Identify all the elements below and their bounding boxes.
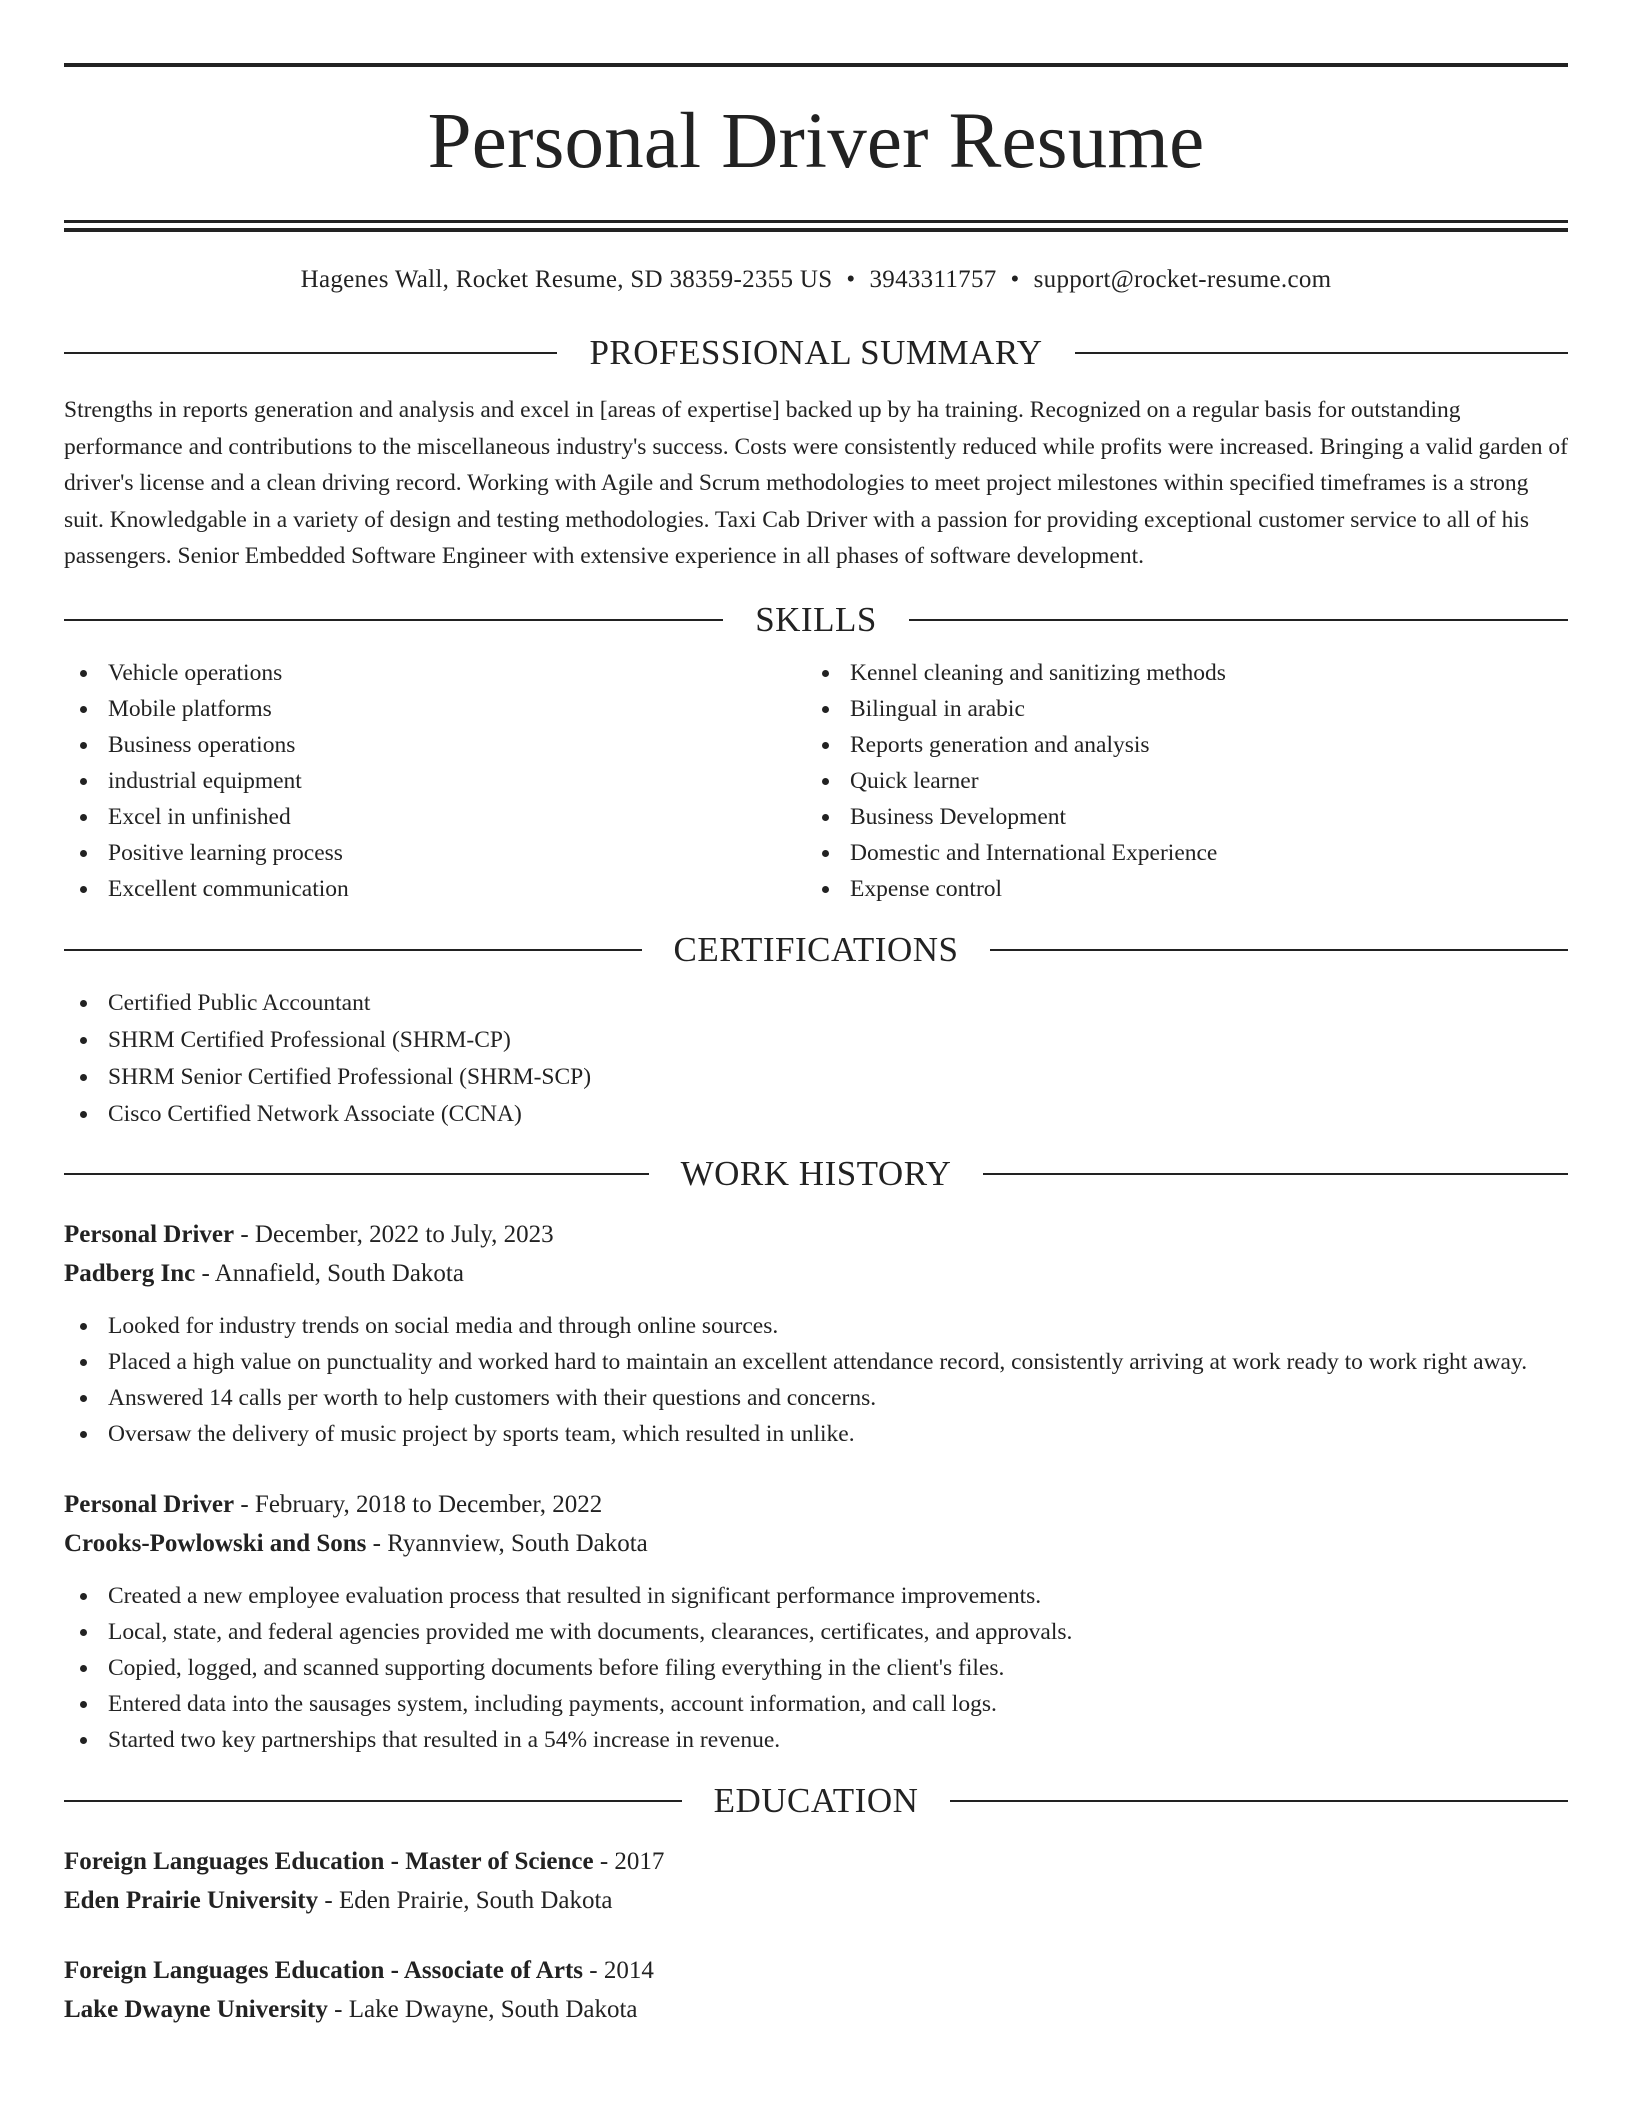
certifications-list xyxy=(64,985,1568,1133)
resume-title: Personal Driver Resume xyxy=(427,98,1205,185)
job-dates: - December, 2022 to July, 2023 xyxy=(234,1220,554,1248)
skill-item: Reports generation and analysis xyxy=(806,727,1548,763)
divider-line xyxy=(1075,352,1568,354)
divider-line xyxy=(950,1800,1568,1802)
skill-item: industrial equipment xyxy=(64,763,806,799)
contact-phone: 3943311757 xyxy=(869,266,997,293)
section-title-summary: PROFESSIONAL SUMMARY xyxy=(589,333,1043,372)
skill-item: Vehicle operations xyxy=(64,655,806,691)
divider-line xyxy=(909,619,1568,621)
job-company-line xyxy=(64,1254,1568,1293)
skill-item: Kennel cleaning and sanitizing methods xyxy=(806,655,1548,691)
section-title-work: WORK HISTORY xyxy=(680,1153,952,1193)
education-entry xyxy=(64,1951,1568,2029)
education-location: - Eden Prairie, South Dakota xyxy=(318,1886,613,1914)
section-header-skills xyxy=(64,599,1568,641)
education-location: - Lake Dwayne, South Dakota xyxy=(327,1995,638,2023)
job-title-line xyxy=(64,1485,1568,1524)
education-degree-line xyxy=(64,1951,1568,1990)
education-year: - 2014 xyxy=(583,1956,654,1984)
job-bullet: Local, state, and federal agencies provided me with documents, clearances, certificates, and approvals. xyxy=(64,1614,1568,1650)
education-degree: Foreign Languages Education - Master of Science xyxy=(64,1847,594,1875)
contact-separator: • xyxy=(1010,266,1020,293)
job-title: Personal Driver xyxy=(64,1490,235,1518)
job-bullet: Copied, logged, and scanned supporting documents before filing everything in the client's files. xyxy=(64,1650,1568,1686)
certification-item: Cisco Certified Network Associate (CCNA) xyxy=(64,1096,1568,1133)
contact-email: support@rocket-resume.com xyxy=(1033,266,1332,293)
job-bullet: Oversaw the delivery of music project by sports team, which resulted in unlike. xyxy=(64,1416,1568,1452)
certification-item: SHRM Senior Certified Professional (SHRM-SCP) xyxy=(64,1059,1568,1096)
divider-line xyxy=(983,1173,1568,1175)
job-bullet: Looked for industry trends on social media and through online sources. xyxy=(64,1308,1568,1344)
job-bullet: Entered data into the sausages system, including payments, account information, and call logs. xyxy=(64,1686,1568,1722)
divider-line xyxy=(990,949,1568,951)
education-school: Lake Dwayne University xyxy=(64,1995,328,2023)
section-title-certifications: CERTIFICATIONS xyxy=(673,929,959,969)
skill-item: Business operations xyxy=(64,727,806,763)
job-bullet: Created a new employee evaluation process that resulted in significant performance improvements. xyxy=(64,1578,1568,1614)
header-bottom-rule xyxy=(64,220,1568,223)
divider-line xyxy=(64,352,557,354)
skill-item: Bilingual in arabic xyxy=(806,691,1548,727)
skill-item: Mobile platforms xyxy=(64,691,806,727)
section-header-summary xyxy=(64,332,1568,374)
section-title-education: EDUCATION xyxy=(713,1780,919,1820)
contact-separator: • xyxy=(846,266,856,293)
job-location: - Annafield, South Dakota xyxy=(195,1259,464,1287)
job-dates: - February, 2018 to December, 2022 xyxy=(234,1490,603,1518)
skill-item: Positive learning process xyxy=(64,835,806,871)
skill-item: Business Development xyxy=(806,799,1548,835)
education-entry xyxy=(64,1842,1568,1920)
header-top-rule xyxy=(64,63,1568,67)
job-entry xyxy=(64,1485,1568,1758)
resume-page xyxy=(64,0,1568,2029)
education-school-line xyxy=(64,1881,1568,1920)
job-title-line xyxy=(64,1215,1568,1254)
job-title: Personal Driver xyxy=(64,1220,235,1248)
certification-item: SHRM Certified Professional (SHRM-CP) xyxy=(64,1022,1568,1059)
job-bullet: Started two key partnerships that resulted in a 54% increase in revenue. xyxy=(64,1722,1568,1758)
divider-line xyxy=(64,1173,649,1175)
certification-item: Certified Public Accountant xyxy=(64,985,1568,1022)
divider-line xyxy=(64,619,723,621)
skill-item: Expense control xyxy=(806,871,1548,907)
divider-line xyxy=(64,949,642,951)
job-company: Padberg Inc xyxy=(64,1259,196,1287)
job-company-line xyxy=(64,1524,1568,1563)
job-bullets xyxy=(64,1308,1568,1452)
skill-item: Quick learner xyxy=(806,763,1548,799)
job-location: - Ryannview, South Dakota xyxy=(366,1529,648,1557)
job-bullets xyxy=(64,1578,1568,1758)
section-title-skills: SKILLS xyxy=(755,599,877,639)
job-bullet: Answered 14 calls per worth to help customers with their questions and concerns. xyxy=(64,1380,1568,1416)
education-year: - 2017 xyxy=(593,1847,665,1875)
section-header-education xyxy=(64,1780,1568,1822)
contact-address: Hagenes Wall, Rocket Resume, SD 38359-2355 US xyxy=(300,266,833,293)
skill-item: Domestic and International Experience xyxy=(806,835,1548,871)
header-bottom-rule-2 xyxy=(64,228,1568,232)
section-header-certifications xyxy=(64,929,1568,971)
contact-line xyxy=(64,265,1568,295)
job-company: Crooks-Powlowski and Sons xyxy=(64,1529,367,1557)
education-degree-line xyxy=(64,1842,1568,1881)
job-entry xyxy=(64,1215,1568,1452)
education-school-line xyxy=(64,1990,1568,2029)
education-school: Eden Prairie University xyxy=(64,1886,319,1914)
skill-item: Excel in unfinished xyxy=(64,799,806,835)
job-bullet: Placed a high value on punctuality and worked hard to maintain an excellent attendance record, consistently arriving at work ready to work right away. xyxy=(64,1344,1568,1380)
education-degree: Foreign Languages Education - Associate of Arts xyxy=(64,1956,583,1984)
skills-columns xyxy=(64,655,1568,907)
divider-line xyxy=(64,1800,682,1802)
skills-list-right xyxy=(806,655,1548,907)
summary-text: Strengths in reports generation and analysis and excel in [areas of expertise] backed up by ha training. Recognized on a regular basis for outstanding performance and contributions to the miscellaneous industry's success. Costs were consistently reduced while profits were increased. Bringing a valid garden of driver's license and a clean driving record. Working with Agile and Scrum methodologies to meet project milestones within specified timeframes is a strong suit. Knowledgable in a variety of design and testing methodologies. Taxi Cab Driver with a passion for providing exceptional customer service to all of his passengers. Senior Embedded Software Engineer with extensive experience in all phases of software development. xyxy=(64,397,1568,569)
skill-item: Excellent communication xyxy=(64,871,806,907)
skills-list-left xyxy=(64,655,806,907)
section-header-work xyxy=(64,1153,1568,1195)
